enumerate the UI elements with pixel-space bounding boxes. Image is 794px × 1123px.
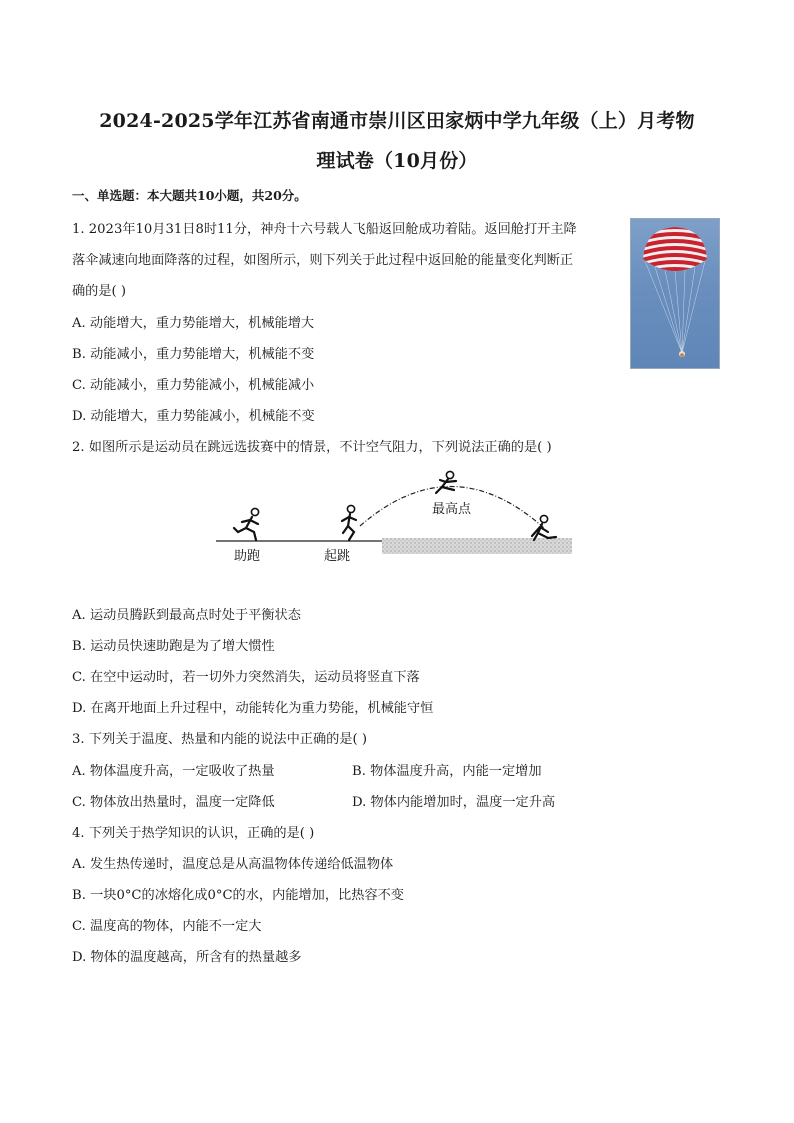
q1-option-d: D. 动能增大，重力势能减小，机械能不变: [72, 409, 315, 424]
landing-figure: [532, 515, 556, 540]
q1-option-b: B. 动能减小，重力势能增大，机械能不变: [72, 347, 315, 362]
q4-option-b: B. 一块0°C的冰熔化成0°C的水，内能增加，比热容不变: [72, 888, 404, 903]
takeoff-figure: [342, 505, 356, 540]
q2-stem: 2. 如图所示是运动员在跳远选拔赛中的情景，不计空气阻力，下列说法正确的是( ): [72, 440, 552, 455]
q2-option-a: A. 运动员腾跃到最高点时处于平衡状态: [72, 608, 301, 623]
q2-option-b: B. 运动员快速助跑是为了增大惯性: [72, 639, 275, 654]
long-jump-diagram: [214, 466, 574, 566]
q4-stem: 4. 下列关于热学知识的认识，正确的是( ): [72, 826, 315, 841]
label-run: 助跑: [234, 548, 261, 563]
q1-stem-line3: 确的是( ): [72, 284, 127, 299]
section-heading: 一、单选题：本大题共10小题，共20分。: [72, 188, 307, 203]
q4-option-a: A. 发生热传递时，温度总是从高温物体传递给低温物体: [72, 857, 394, 872]
exam-title-line1: 2024-2025学年江苏省南通市崇川区田家炳中学九年级（上）月考物: [99, 110, 695, 132]
parachute-capsule-photo: [630, 218, 720, 369]
q4-option-c: C. 温度高的物体，内能不一定大: [72, 919, 262, 934]
q1-stem-line2: 落伞减速向地面降落的过程，如图所示，则下列关于此过程中返回舱的能量变化判断正: [72, 253, 574, 268]
label-apex: 最高点: [432, 501, 472, 516]
q3-option-a: A. 物体温度升高，一定吸收了热量: [72, 764, 275, 779]
q1-option-a: A. 动能增大，重力势能增大，机械能增大: [72, 316, 315, 331]
sand-pit: [382, 538, 572, 554]
q4-option-d: D. 物体的温度越高，所含有的热量越多: [72, 950, 302, 965]
runner-figure: [234, 508, 259, 540]
q2-option-d: D. 在离开地面上升过程中，动能转化为重力势能，机械能守恒: [72, 701, 434, 716]
q3-option-d: D. 物体内能增加时，温度一定升高: [352, 795, 556, 810]
q3-stem: 3. 下列关于温度、热量和内能的说法中正确的是( ): [72, 732, 368, 747]
exam-title-line2: 理试卷（10月份）: [316, 150, 478, 172]
q1-stem-line1: 1. 2023年10月31日8时11分，神舟十六号载人飞船返回舱成功着陆。返回舱打开主降: [72, 222, 577, 237]
q1-option-c: C. 动能减小，重力势能减小，机械能减小: [72, 378, 315, 393]
q3-option-c: C. 物体放出热量时，温度一定降低: [72, 795, 275, 810]
q2-option-c: C. 在空中运动时，若一切外力突然消失，运动员将竖直下落: [72, 670, 420, 685]
parachute-illustration: [631, 219, 719, 368]
q3-option-b: B. 物体温度升高，内能一定增加: [352, 764, 542, 779]
label-takeoff: 起跳: [324, 548, 351, 563]
long-jump-illustration: [214, 466, 574, 566]
apex-figure: [436, 471, 456, 493]
